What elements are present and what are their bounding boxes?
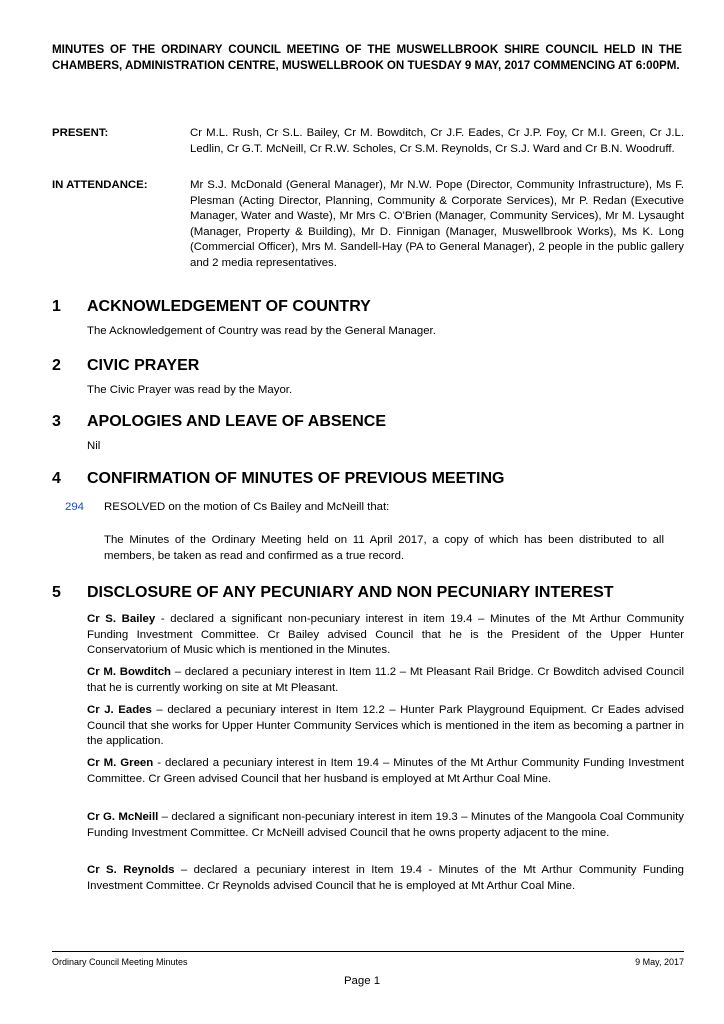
section-body: The Acknowledgement of Country was read by the General Manager. xyxy=(87,325,436,337)
section-heading: CONFIRMATION OF MINUTES OF PREVIOUS MEETING xyxy=(87,470,505,487)
footer-document-name: Ordinary Council Meeting Minutes xyxy=(52,957,188,967)
declaration-item xyxy=(87,756,684,787)
declaration-item xyxy=(87,863,684,894)
declaration-name: Cr M. Bowditch xyxy=(87,666,171,678)
footer-date: 9 May, 2017 xyxy=(635,957,684,967)
section-heading: APOLOGIES AND LEAVE OF ABSENCE xyxy=(87,413,386,430)
present-label: PRESENT: xyxy=(52,127,109,139)
resolution-number: 294 xyxy=(65,501,85,513)
section-body: Nil xyxy=(87,440,101,452)
declaration-text: – declared a pecuniary interest in Item 19.4 - Minutes of the Mt Arthur Community Funding Investment Committee. Cr Reynolds advised Council that he is employed at Mt Arthur Coal Mine. xyxy=(87,864,684,892)
declaration-item xyxy=(87,665,684,696)
section-number: 1 xyxy=(52,298,61,315)
declaration-text: – declared a pecuniary interest in Item 11.2 – Mt Pleasant Rail Bridge. Cr Bowditch advised Council that he is currently working on site at Mt Pleasant. xyxy=(87,666,684,694)
declaration-text: – declared a significant non-pecuniary interest in item 19.3 – Minutes of the Mangoola Coal Community Funding Investment Committee. Cr McNeill advised Council that he owns property adjacent to the mine. xyxy=(87,811,684,839)
section-heading: CIVIC PRAYER xyxy=(87,357,200,374)
attendance-label: IN ATTENDANCE: xyxy=(52,179,148,191)
declaration-name: Cr M. Green xyxy=(87,757,154,769)
resolution-text: The Minutes of the Ordinary Meeting held on 11 April 2017, a copy of which has been distributed to all members, be taken as read and confirmed as a true record. xyxy=(104,534,664,562)
declaration-name: Cr J. Eades xyxy=(87,704,152,716)
present-block xyxy=(52,126,684,157)
declaration-item xyxy=(87,612,684,659)
declaration-item xyxy=(87,703,684,750)
declaration-text: – declared a pecuniary interest in Item 12.2 – Hunter Park Playground Equipment. Cr Eades advised Council that she works for Upper Hunter Community Services which is mentioned in the item as becoming a partner in the application. xyxy=(87,704,684,748)
declaration-item xyxy=(87,810,684,841)
section-number: 3 xyxy=(52,413,61,430)
declaration-name: Cr G. McNeill xyxy=(87,811,159,823)
resolution-motion: RESOLVED on the motion of Cs Bailey and McNeill that: xyxy=(104,501,390,513)
page-number: Page 1 xyxy=(343,975,381,987)
declaration-text: - declared a significant non-pecuniary interest in item 19.4 – Minutes of the Mt Arthur Community Funding Investment Committee. Cr Bailey advised Council that he is the President of the Upper Hunter Conservatorium of Music which is mentioned in the Minutes. xyxy=(87,613,684,657)
section-number: 4 xyxy=(52,470,61,487)
section-heading: DISCLOSURE OF ANY PECUNIARY AND NON PECUNIARY INTEREST xyxy=(87,584,614,601)
attendance-block xyxy=(52,178,684,272)
attendance-text: Mr S.J. McDonald (General Manager), Mr N.W. Pope (Director, Community Infrastructure), Ms F. Plesman (Acting Director, Planning, Community & Corporate Services), Mr P. Redan (Executive Manager, Water and Waste), Mr Mrs C. O'Brien (Manager, Community Services), Mr M. Lysaught (Manager, Property & Building), Mr D. Finnigan (Manager, Muswellbrook Works), Ms K. Long (Commercial Officer), Mrs M. Sandell-Hay (PA to General Manager), 2 people in the public gallery and 2 media representatives. xyxy=(190,179,684,269)
declaration-text: - declared a pecuniary interest in Item 19.4 – Minutes of the Mt Arthur Community Funding Investment Committee. Cr Green advised Council that her husband is employed at Mt Arthur Coal Mine. xyxy=(87,757,685,785)
page-title: MINUTES OF THE ORDINARY COUNCIL MEETING OF THE MUSWELLBROOK SHIRE COUNCIL HELD IN THE CHAMBERS, ADMINISTRATION CENTRE, MUSWELLBROOK ON TUESDAY 9 MAY, 2017 COMMENCING AT 6:00PM. xyxy=(52,43,682,72)
footer-divider xyxy=(52,951,684,952)
section-body: The Civic Prayer was read by the Mayor. xyxy=(87,384,293,396)
present-text: Cr M.L. Rush, Cr S.L. Bailey, Cr M. Bowditch, Cr J.F. Eades, Cr J.P. Foy, Cr M.I. Green, Cr J.L. Ledlin, Cr G.T. McNeill, Cr R.W. Scholes, Cr S.M. Reynolds, Cr S.J. Ward and Cr B.N. Woodruff. xyxy=(190,127,684,155)
declaration-name: Cr S. Reynolds xyxy=(87,864,175,876)
section-number: 2 xyxy=(52,357,61,374)
section-number: 5 xyxy=(52,584,61,601)
section-heading: ACKNOWLEDGEMENT OF COUNTRY xyxy=(87,298,371,315)
declaration-name: Cr S. Bailey xyxy=(87,613,156,625)
